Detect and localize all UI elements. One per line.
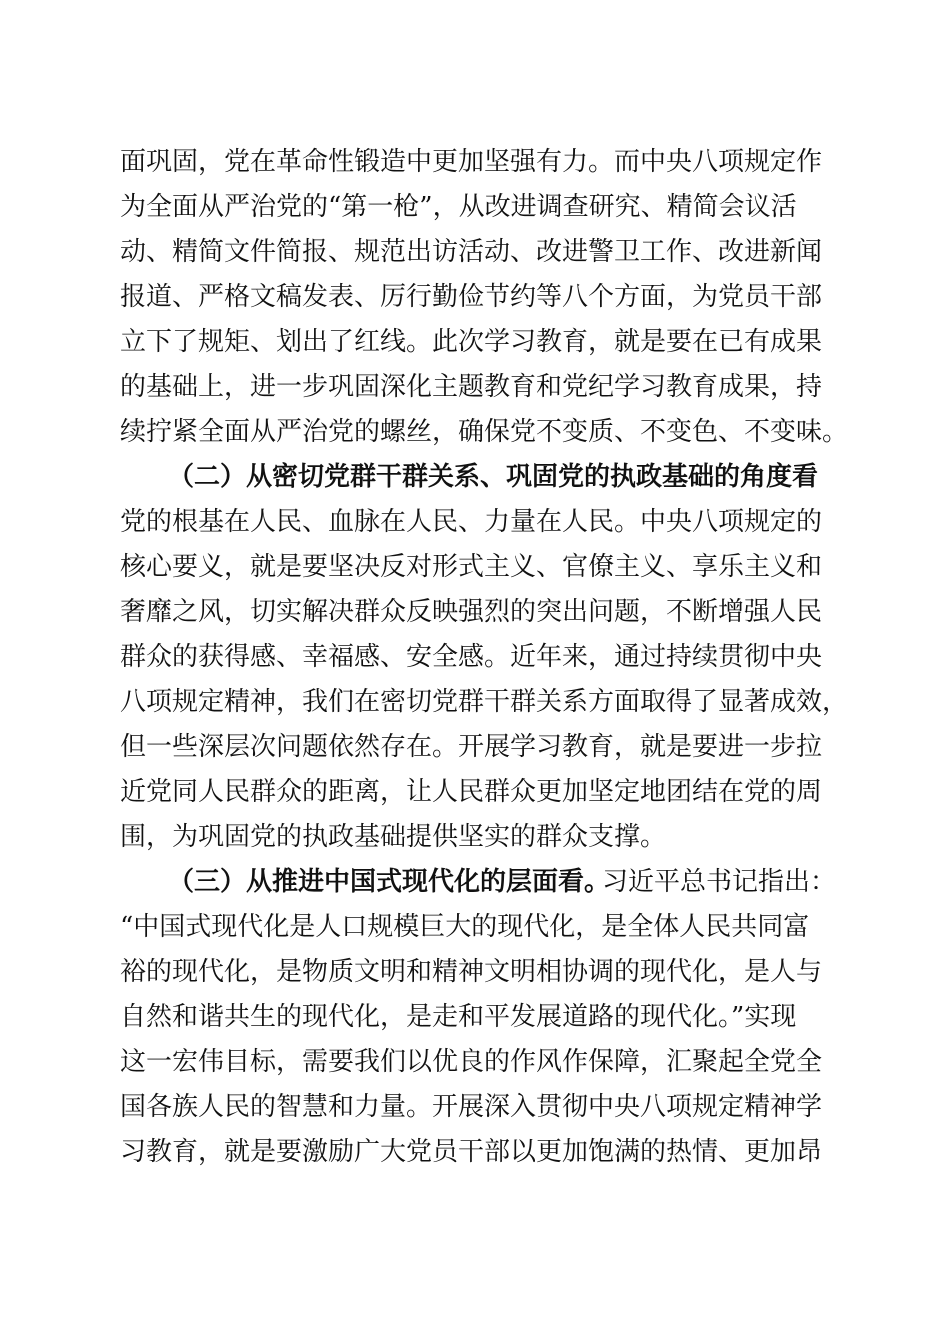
text-line	[0, 952, 950, 992]
text-line	[0, 1132, 950, 1172]
line-text: 报道、严格文稿发表、厉行勤俭节约等八个方面，为党员干部	[120, 282, 823, 312]
line-text: 国各族人民的智慧和力量。开展深入贯彻中央八项规定精神学	[120, 1092, 823, 1122]
line-text: 续拧紧全面从严治党的螺丝，确保党不变质、不变色、不变味。	[120, 417, 849, 447]
line-text: 习教育，就是要激励广大党员干部以更加饱满的热情、更加昂	[120, 1137, 823, 1167]
section-heading	[0, 862, 950, 902]
heading-text: （三）从推进中国式现代化的层面看。	[168, 867, 611, 897]
line-text: 这一宏伟目标，需要我们以优良的作风作保障，汇聚起全党全	[120, 1047, 823, 1077]
text-line	[0, 817, 950, 857]
line-text: 八项规定精神，我们在密切党群干群关系方面取得了显著成效，	[120, 687, 849, 717]
text-line	[0, 727, 950, 767]
section-heading	[0, 457, 950, 497]
text-line	[0, 547, 950, 587]
line-text: 但一些深层次问题依然存在。开展学习教育，就是要进一步拉	[120, 732, 823, 762]
line-text: 为全面从严治党的“第一枪”，从改进调查研究、精简会议活	[120, 192, 797, 222]
text-line	[0, 997, 950, 1037]
line-text: 奢靡之风，切实解决群众反映强烈的突出问题，不断增强人民	[120, 597, 823, 627]
line-text: 近党同人民群众的距离，让人民群众更加坚定地团结在党的周	[120, 777, 823, 807]
text-line	[0, 682, 950, 722]
line-text: 立下了规矩、划出了红线。此次学习教育，就是要在已有成果	[120, 327, 823, 357]
text-line	[0, 592, 950, 632]
line-text: “中国式现代化是人口规模巨大的现代化，是全体人民共同富	[120, 912, 810, 942]
line-text: 习近平总书记指出：	[602, 867, 837, 897]
line-text: 群众的获得感、幸福感、安全感。近年来，通过持续贯彻中央	[120, 642, 823, 672]
line-text: 核心要义，就是要坚决反对形式主义、官僚主义、享乐主义和	[120, 552, 823, 582]
line-text: 围，为巩固党的执政基础提供坚实的群众支撑。	[120, 822, 667, 852]
line-text: 裕的现代化，是物质文明和精神文明相协调的现代化，是人与	[120, 957, 823, 987]
text-line	[0, 907, 950, 947]
text-line	[0, 412, 950, 452]
text-line	[0, 1087, 950, 1127]
line-text: 自然和谐共生的现代化，是走和平发展道路的现代化。”实现	[120, 1002, 797, 1032]
text-line	[0, 502, 950, 542]
line-text: 党的根基在人民、血脉在人民、力量在人民。中央八项规定的	[120, 507, 823, 537]
text-line	[0, 142, 950, 182]
heading-text: （二）从密切党群干群关系、巩固党的执政基础的角度看	[168, 462, 819, 492]
text-line	[0, 322, 950, 362]
line-text: 动、精简文件简报、规范出访活动、改进警卫工作、改进新闻	[120, 237, 823, 267]
line-text: 的基础上，进一步巩固深化主题教育和党纪学习教育成果，持	[120, 372, 823, 402]
text-line	[0, 772, 950, 812]
line-text: 面巩固，党在革命性锻造中更加坚强有力。而中央八项规定作	[120, 147, 823, 177]
text-line	[0, 277, 950, 317]
text-line	[0, 1042, 950, 1082]
text-line	[0, 367, 950, 407]
text-line	[0, 187, 950, 227]
text-line	[0, 637, 950, 677]
text-line	[0, 232, 950, 272]
